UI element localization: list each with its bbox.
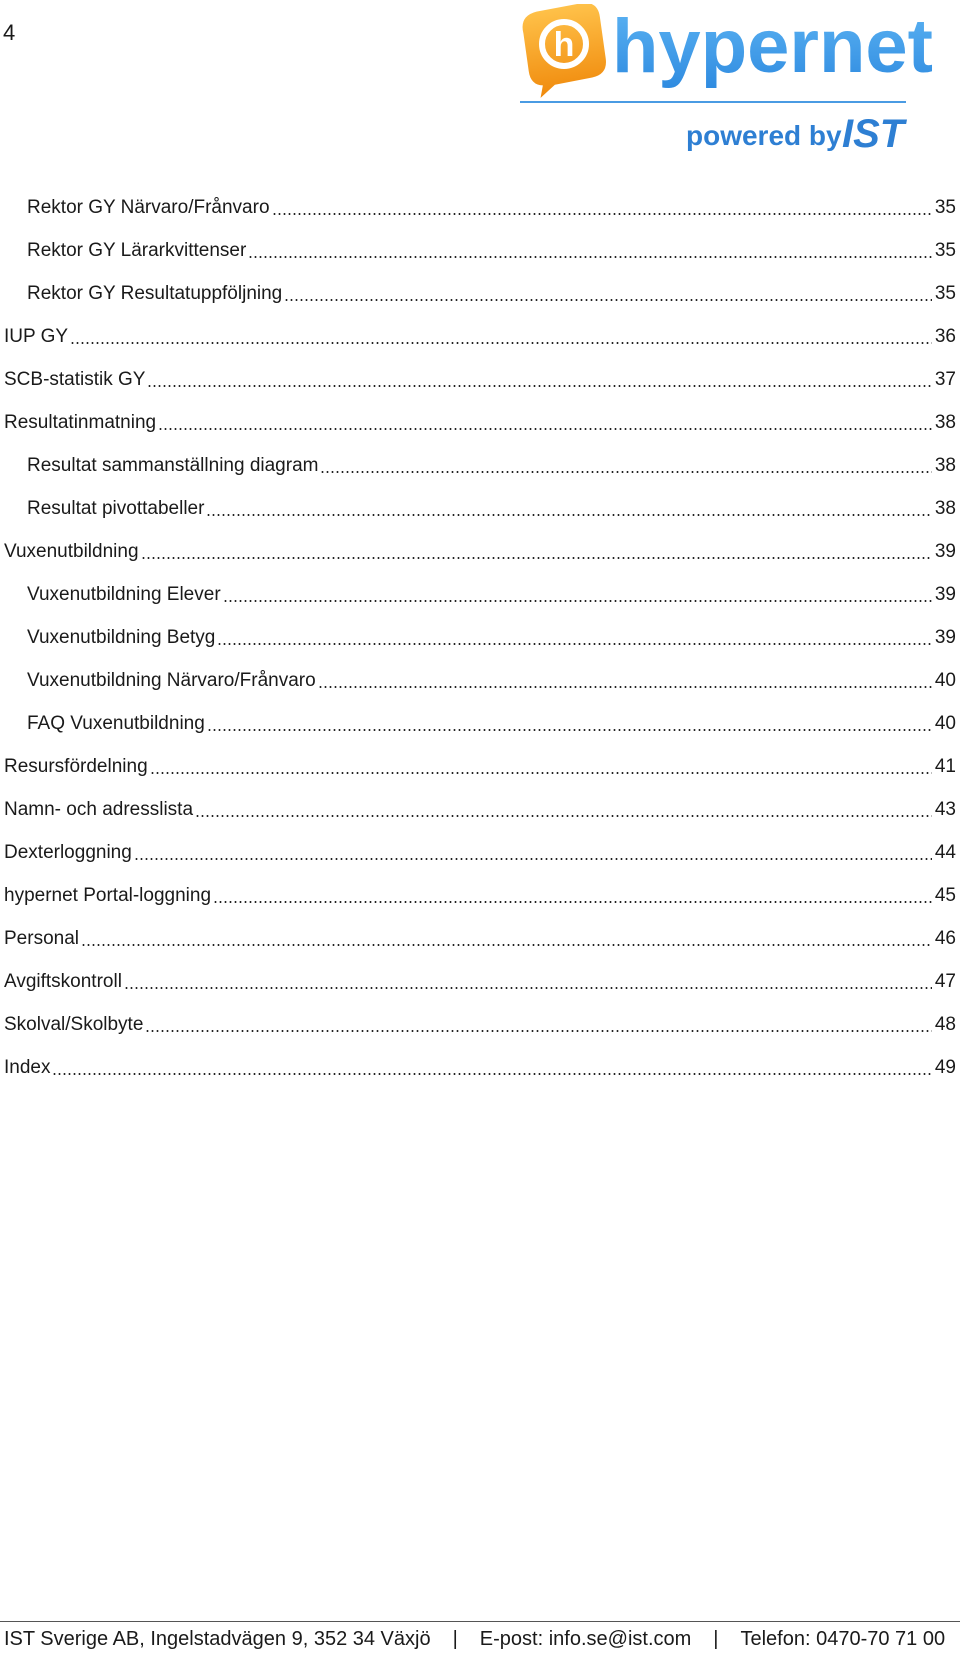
toc-entry-page[interactable]: 38 (934, 455, 956, 476)
toc-entry[interactable] (0, 692, 956, 735)
toc-entry-page[interactable]: 37 (934, 369, 956, 390)
toc-dot-leader (141, 557, 932, 559)
toc-entry-page[interactable]: 41 (934, 756, 956, 777)
toc-dot-leader (70, 342, 932, 344)
toc-dot-leader (81, 944, 932, 946)
toc-entry[interactable] (0, 176, 956, 219)
logo-bubble-icon (520, 4, 610, 99)
footer-phone: Telefon: 0470-70 71 00 (740, 1628, 946, 1650)
toc-entry[interactable] (0, 219, 956, 262)
page-number: 4 (3, 20, 16, 45)
toc-entry-page[interactable]: 35 (934, 240, 956, 261)
toc-entry-page[interactable]: 35 (934, 283, 956, 304)
toc-entry[interactable] (0, 778, 956, 821)
toc-entry[interactable] (0, 391, 956, 434)
toc-entry[interactable] (0, 262, 956, 305)
toc-entry[interactable] (0, 864, 956, 907)
toc-entry-page[interactable]: 38 (934, 498, 956, 519)
footer-email: E-post: info.se@ist.com (479, 1628, 692, 1650)
toc-entry-page[interactable]: 40 (934, 670, 956, 691)
toc-entry-page[interactable]: 40 (934, 713, 956, 734)
toc-dot-leader (217, 643, 931, 645)
toc-entry-title[interactable]: Vuxenutbildning Närvaro/Frånvaro (27, 670, 316, 691)
toc-entry-title[interactable]: Resultatinmatning (4, 412, 157, 433)
toc-entry[interactable] (0, 606, 956, 649)
toc-entry-title[interactable]: Index (4, 1057, 51, 1078)
toc-dot-leader (207, 729, 932, 731)
logo-brand-text: hypernet (612, 4, 933, 89)
toc-entry-title[interactable]: Vuxenutbildning Betyg (27, 627, 216, 648)
logo-tagline: powered by (686, 120, 842, 151)
toc-entry[interactable] (0, 1036, 956, 1079)
toc-dot-leader (147, 385, 931, 387)
toc-dot-leader (320, 471, 931, 473)
footer-separator: | (452, 1628, 458, 1650)
toc-entry[interactable] (0, 305, 956, 348)
toc-entry-title[interactable]: SCB-statistik GY (4, 369, 146, 390)
footer-company: IST Sverige AB, Ingelstadvägen 9, 352 34 Växjö (4, 1628, 431, 1650)
toc-entry[interactable] (0, 477, 956, 520)
toc-dot-leader (248, 256, 932, 258)
toc-dot-leader (272, 213, 932, 215)
toc-entry-title[interactable]: Namn- och adresslista (4, 799, 194, 820)
svg-text:h: h (553, 26, 575, 64)
toc-entry-title[interactable]: hypernet Portal-loggning (4, 885, 212, 906)
toc-entry-title[interactable]: Resultat pivottabeller (27, 498, 205, 519)
toc-entry-page[interactable]: 48 (934, 1014, 956, 1035)
toc-entry[interactable] (0, 563, 956, 606)
toc-dot-leader (158, 428, 932, 430)
toc-dot-leader (284, 299, 932, 301)
toc-entry-page[interactable]: 46 (934, 928, 956, 949)
toc-entry[interactable] (0, 993, 956, 1036)
toc-dot-leader (318, 686, 932, 688)
toc-entry-page[interactable]: 49 (934, 1057, 956, 1078)
toc-entry-page[interactable]: 39 (934, 627, 956, 648)
toc-entry-title[interactable]: Rektor GY Resultatuppföljning (27, 283, 283, 304)
toc-entry-page[interactable]: 47 (934, 971, 956, 992)
toc-entry-page[interactable]: 38 (934, 412, 956, 433)
toc-dot-leader (124, 987, 932, 989)
toc-entry-page[interactable]: 39 (934, 541, 956, 562)
toc-entry-title[interactable]: Dexterloggning (4, 842, 132, 863)
logo-rule (520, 101, 906, 103)
toc-entry[interactable] (0, 520, 956, 563)
toc-dot-leader (134, 858, 932, 860)
toc-dot-leader (195, 815, 932, 817)
toc-entry[interactable] (0, 649, 956, 692)
toc-dot-leader (213, 901, 932, 903)
toc-entry[interactable] (0, 434, 956, 477)
toc-entry-page[interactable]: 35 (934, 197, 956, 218)
toc-entry-title[interactable]: Skolval/Skolbyte (4, 1014, 144, 1035)
toc-dot-leader (52, 1073, 931, 1075)
toc-entry[interactable] (0, 821, 956, 864)
table-of-contents (0, 176, 956, 1079)
toc-entry[interactable] (0, 735, 956, 778)
toc-entry-page[interactable]: 43 (934, 799, 956, 820)
toc-entry-title[interactable]: Vuxenutbildning Elever (27, 584, 221, 605)
toc-entry[interactable] (0, 950, 956, 993)
toc-entry[interactable] (0, 907, 956, 950)
footer (4, 1625, 960, 1653)
toc-entry-title[interactable]: Personal (4, 928, 79, 949)
toc-entry-title[interactable]: FAQ Vuxenutbildning (27, 713, 205, 734)
toc-entry-title[interactable]: Vuxenutbildning (4, 541, 139, 562)
toc-entry-title[interactable]: IUP GY (4, 326, 69, 347)
toc-entry-title[interactable]: Rektor GY Lärarkvittenser (27, 240, 247, 261)
toc-entry[interactable] (0, 348, 956, 391)
toc-entry-page[interactable]: 39 (934, 584, 956, 605)
footer-separator: | (713, 1628, 719, 1650)
toc-entry-page[interactable]: 36 (934, 326, 956, 347)
logo-ist-mark: IST (842, 112, 905, 156)
footer-divider (0, 1621, 960, 1622)
toc-entry-page[interactable]: 44 (934, 842, 956, 863)
toc-entry-page[interactable]: 45 (934, 885, 956, 906)
toc-entry-title[interactable]: Rektor GY Närvaro/Frånvaro (27, 197, 270, 218)
toc-entry-title[interactable]: Resursfördelning (4, 756, 148, 777)
toc-dot-leader (145, 1030, 931, 1032)
toc-dot-leader (206, 514, 931, 516)
toc-entry-title[interactable]: Resultat sammanställning diagram (27, 455, 319, 476)
toc-dot-leader (223, 600, 932, 602)
hypernet-logo (520, 4, 960, 160)
toc-dot-leader (150, 772, 932, 774)
toc-entry-title[interactable]: Avgiftskontroll (4, 971, 122, 992)
